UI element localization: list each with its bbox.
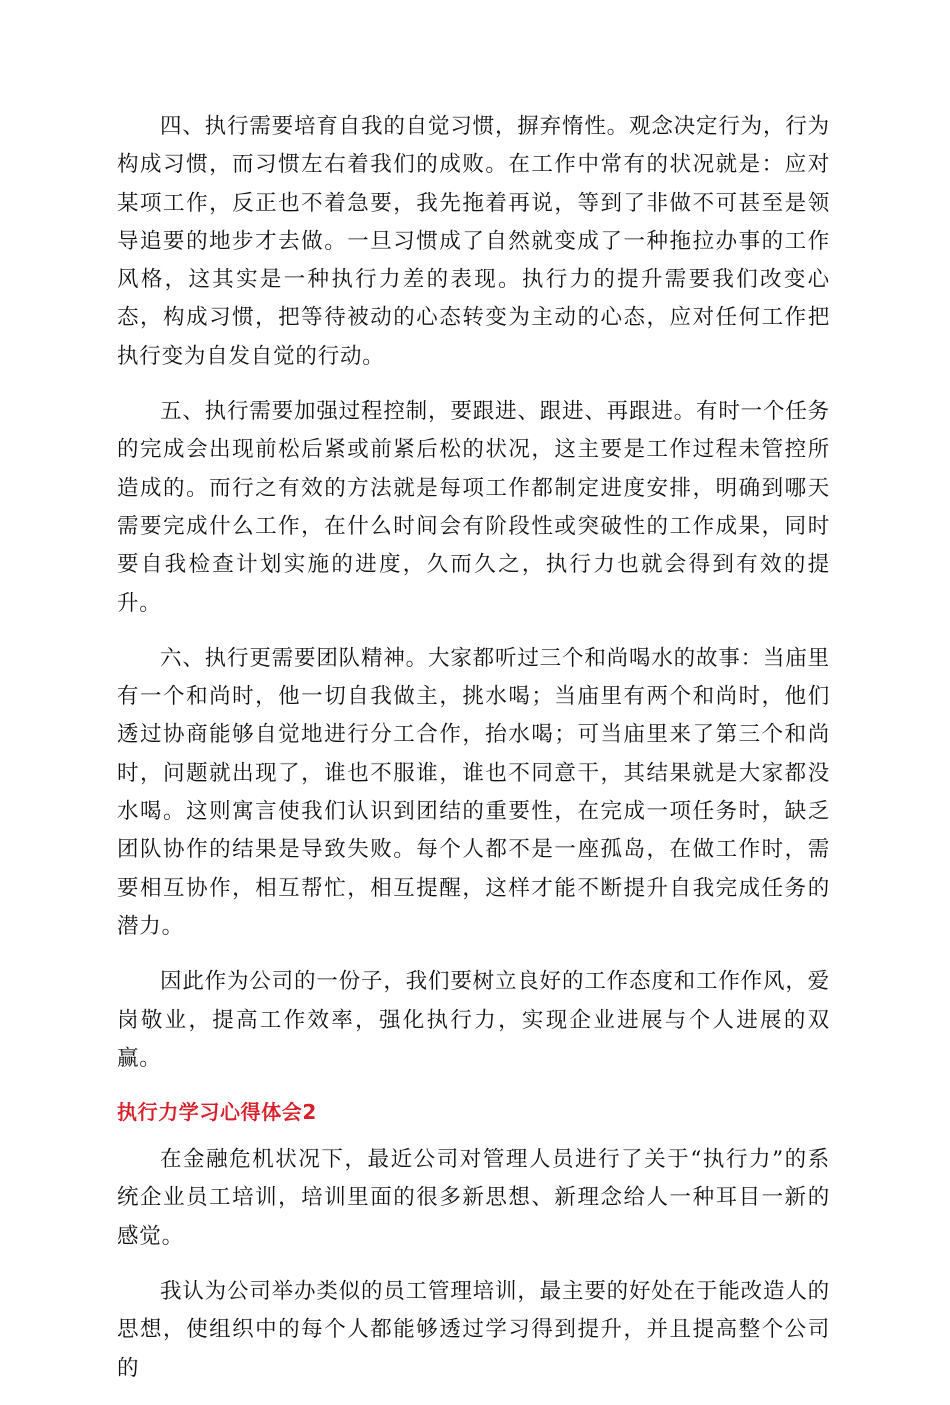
document-body (117, 108, 830, 1405)
section-heading: 执行力学习心得体会2 (117, 1100, 317, 1125)
paragraph-habit: 四、执行需要培育自我的自觉习惯，摒弃惰性。观念决定行为，行为构成习惯，而习惯左右着我们的成败。在工作中常有的状况就是：应对某项工作，反正也不着急要，我先拖着再说，等到了非做不可甚至是领导追要的地步才去做。一旦习惯成了自然就变成了一种拖拉办事的工作风格，这其实是一种执行力差的表现。执行力的提升需要我们改变心态，构成习惯，把等待被动的心态转变为主动的心态，应对任何工作把执行变为自发自觉的行动。 (117, 114, 830, 369)
paragraph-team-spirit: 六、执行更需要团队精神。大家都听过三个和尚喝水的故事：当庙里有一个和尚时，他一切自我做主，挑水喝；当庙里有两个和尚时，他们透过协商能够自觉地进行分工合作，抬水喝；可当庙里来了第三个和尚时，问题就出现了，谁也不服谁，谁也不同意干，其结果就是大家都没水喝。这则寓言使我们认识到团结的重要性，在完成一项任务时，缺乏团队协作的结果是导致失败。每个人都不是一座孤岛，在做工作时，需要相互协作，相互帮忙，相互提醒，这样才能不断提升自我完成任务的潜力。 (117, 645, 830, 939)
paragraph-process-control: 五、执行需要加强过程控制，要跟进、跟进、再跟进。有时一个任务的完成会出现前松后紧或前紧后松的状况，这主要是工作过程未管控所造成的。而行之有效的方法就是每项工作都制定进度安排，明确到哪天需要完成什么工作，在什么时间会有阶段性或突破性的工作成果，同时要自我检查计划实施的进度，久而久之，执行力也就会得到有效的提升。 (117, 399, 830, 616)
paragraph-training-intro: 在金融危机状况下，最近公司对管理人员进行了关于“执行力”的系统企业员工培训，培训里面的很多新思想、新理念给人一种耳目一新的感觉。 (117, 1147, 830, 1249)
paragraph-conclusion: 因此作为公司的一份子，我们要树立良好的工作态度和工作作风，爱岗敬业，提高工作效率，强化执行力，实现企业进展与个人进展的双赢。 (117, 969, 830, 1071)
paragraph-training-benefit: 我认为公司举办类似的员工管理培训，最主要的好处在于能改造人的思想，使组织中的每个人都能够透过学习得到提升，并且提高整个公司的 (117, 1279, 830, 1381)
